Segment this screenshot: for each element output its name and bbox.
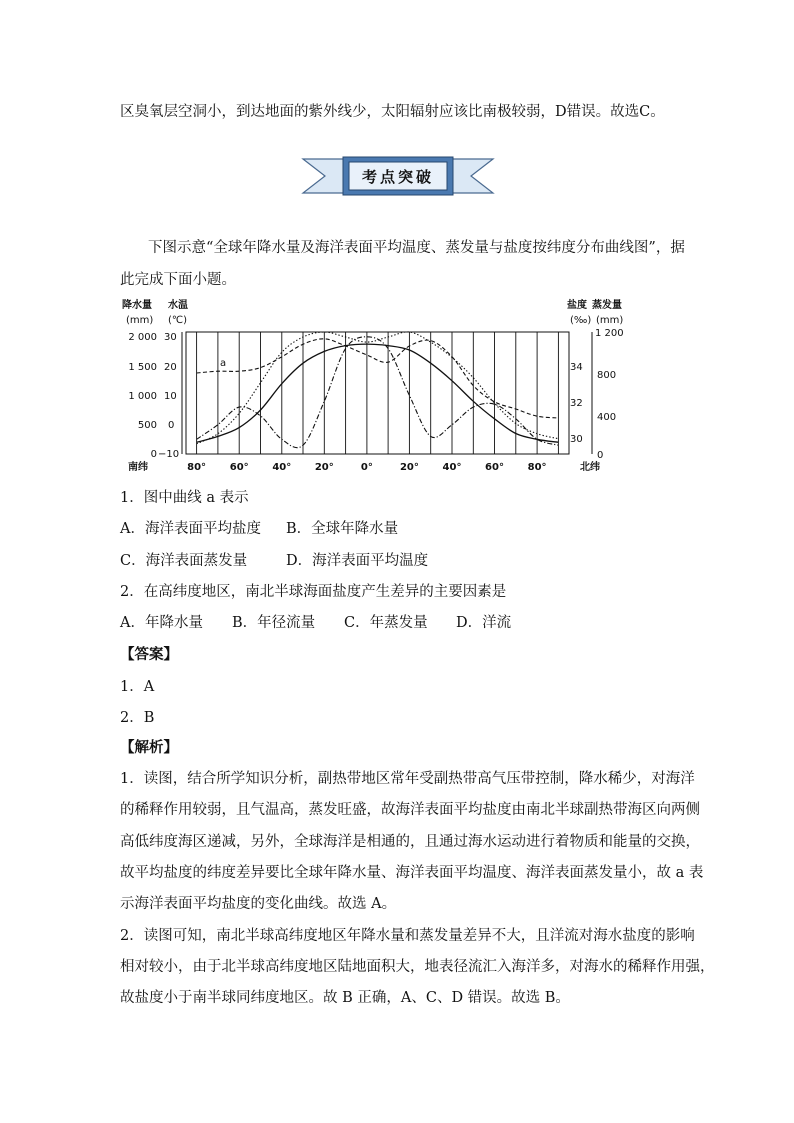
- temp-tick: −10: [158, 449, 180, 460]
- q1-option-a[interactable]: A．海洋表面平均盐度: [120, 521, 261, 537]
- x-axis-label: 40°: [442, 462, 462, 473]
- left-axis-unit-1: (mm): [126, 315, 154, 326]
- analysis-heading: 【解析】: [120, 739, 178, 756]
- x-axis-label: 80°: [527, 462, 547, 473]
- analysis2-line: 故盐度小于南半球同纬度地区。故 B 正确，A、C、D 错误。故选 B。: [120, 990, 570, 1006]
- salinity-curve-a: [197, 339, 559, 418]
- q1-option-b[interactable]: B．全球年降水量: [286, 521, 399, 537]
- left-axis-title-2: 水温: [168, 300, 188, 311]
- x-axis-label: 20°: [314, 462, 334, 473]
- evaporation-curve: [197, 332, 559, 444]
- x-axis-label: 20°: [399, 462, 419, 473]
- precipitation-curve: [197, 337, 559, 448]
- answer-heading: 【答案】: [120, 646, 178, 663]
- q2-option-c[interactable]: C．年蒸发量: [344, 615, 428, 631]
- left-axis-title-1: 降水量: [122, 300, 152, 311]
- salinity-tick: 30: [570, 434, 583, 445]
- answer-1: 1．A: [120, 679, 155, 695]
- data-series: [197, 332, 559, 448]
- salinity-tick: 34: [570, 362, 583, 373]
- analysis1-line: 1．读图，结合所学知识分析，副热带地区常年受副热带高气压带控制，降水稀少，对海洋: [120, 771, 695, 787]
- x-axis-label: 60°: [485, 462, 504, 473]
- precip-tick: 500: [137, 420, 157, 431]
- evap-tick: 400: [597, 412, 617, 423]
- x-axis-label: 60°: [229, 462, 249, 473]
- q2-stem: 2．在高纬度地区，南北半球海面盐度产生差异的主要因素是: [120, 584, 507, 600]
- temp-tick: 30: [164, 332, 177, 343]
- analysis1-line: 的稀释作用较弱，且气温高，蒸发旺盛，故海洋表面平均盐度由南北半球副热带海区向两侧: [120, 802, 700, 818]
- right-axis-unit-1: (‰): [570, 315, 592, 326]
- answer-2: 2．B: [120, 710, 155, 726]
- q2-option-b[interactable]: B．年径流量: [232, 615, 316, 631]
- temp-tick: 0: [168, 420, 175, 431]
- salinity-tick-labels: [570, 362, 583, 445]
- right-axis-unit-2: (mm): [596, 315, 624, 326]
- q2-option-a[interactable]: A．年降水量: [120, 615, 203, 631]
- q1-stem: 1．图中曲线 a 表示: [120, 490, 249, 506]
- right-axis-title-1: 盐度: [567, 300, 587, 311]
- evap-tick: 1 200: [595, 328, 624, 339]
- precip-tick: 1 000: [128, 391, 157, 402]
- x-axis-label: 40°: [272, 462, 292, 473]
- x-axis-label: 南纬: [128, 462, 148, 473]
- banner-title: 考点突破: [361, 168, 435, 186]
- precip-tick-labels: [128, 332, 157, 460]
- temp-tick-labels: [158, 332, 179, 460]
- q2-option-d[interactable]: D．洋流: [456, 615, 512, 631]
- temp-tick: 20: [164, 362, 177, 373]
- x-axis-label: 北纬: [580, 462, 600, 473]
- analysis2-line: 2．读图可知，南北半球高纬度地区年降水量和蒸发量差异不大，且洋流对海水盐度的影响: [120, 928, 695, 944]
- salinity-tick: 32: [570, 398, 583, 409]
- evap-tick-labels: [595, 328, 624, 461]
- evap-tick: 0: [597, 450, 604, 461]
- analysis1-line: 故平均盐度的纬度差异要比全球年降水量、海洋表面平均温度、海洋表面蒸发量小，故 a 表: [120, 865, 704, 881]
- temp-tick: 10: [164, 391, 177, 402]
- plot-frame: [186, 332, 569, 454]
- precip-tick: 1 500: [128, 362, 157, 373]
- analysis2-line: 相对较小，由于北半球高纬度地区陆地面积大，地表径流汇入海洋多，对海水的稀释作用强，: [120, 959, 715, 975]
- q1-option-c[interactable]: C．海洋表面蒸发量: [120, 553, 248, 569]
- right-axis-title-2: 蒸发量: [592, 300, 622, 311]
- analysis1-line: 高低纬度海区递减，另外，全球海洋是相通的，且通过海水运动进行着物质和能量的交换，: [120, 834, 700, 850]
- latitude-gridlines: [197, 332, 559, 454]
- q1-options-row-2: [120, 551, 428, 571]
- q2-options-row: [120, 613, 511, 633]
- precip-tick: 0: [150, 449, 157, 460]
- left-axis-unit-2: (℃): [168, 315, 188, 326]
- x-axis-labels: [128, 460, 600, 473]
- section-banner: [303, 155, 493, 197]
- question-stem-line-1: 下图示意“全球年降水量及海洋表面平均温度、蒸发量与盐度按纬度分布曲线图”，据: [148, 240, 685, 256]
- evap-tick: 800: [597, 370, 617, 381]
- x-axis-label: 80°: [187, 462, 207, 473]
- precip-tick: 2 000: [128, 332, 157, 343]
- intro-line: 区臭氧层空洞小，到达地面的紫外线少，太阳辐射应该比南极较弱，D错误。故选C。: [120, 104, 665, 120]
- q1-options-row-1: [120, 519, 398, 539]
- latitude-distribution-chart: [120, 296, 624, 474]
- temperature-curve: [197, 344, 559, 442]
- analysis1-line: 示海洋表面平均盐度的变化曲线。故选 A。: [120, 896, 397, 912]
- q1-option-d[interactable]: D．海洋表面平均温度: [286, 553, 429, 569]
- x-axis-label: 0°: [360, 462, 373, 473]
- curve-a-label: a: [220, 358, 227, 369]
- question-stem-line-2: 此完成下面小题。: [120, 272, 236, 288]
